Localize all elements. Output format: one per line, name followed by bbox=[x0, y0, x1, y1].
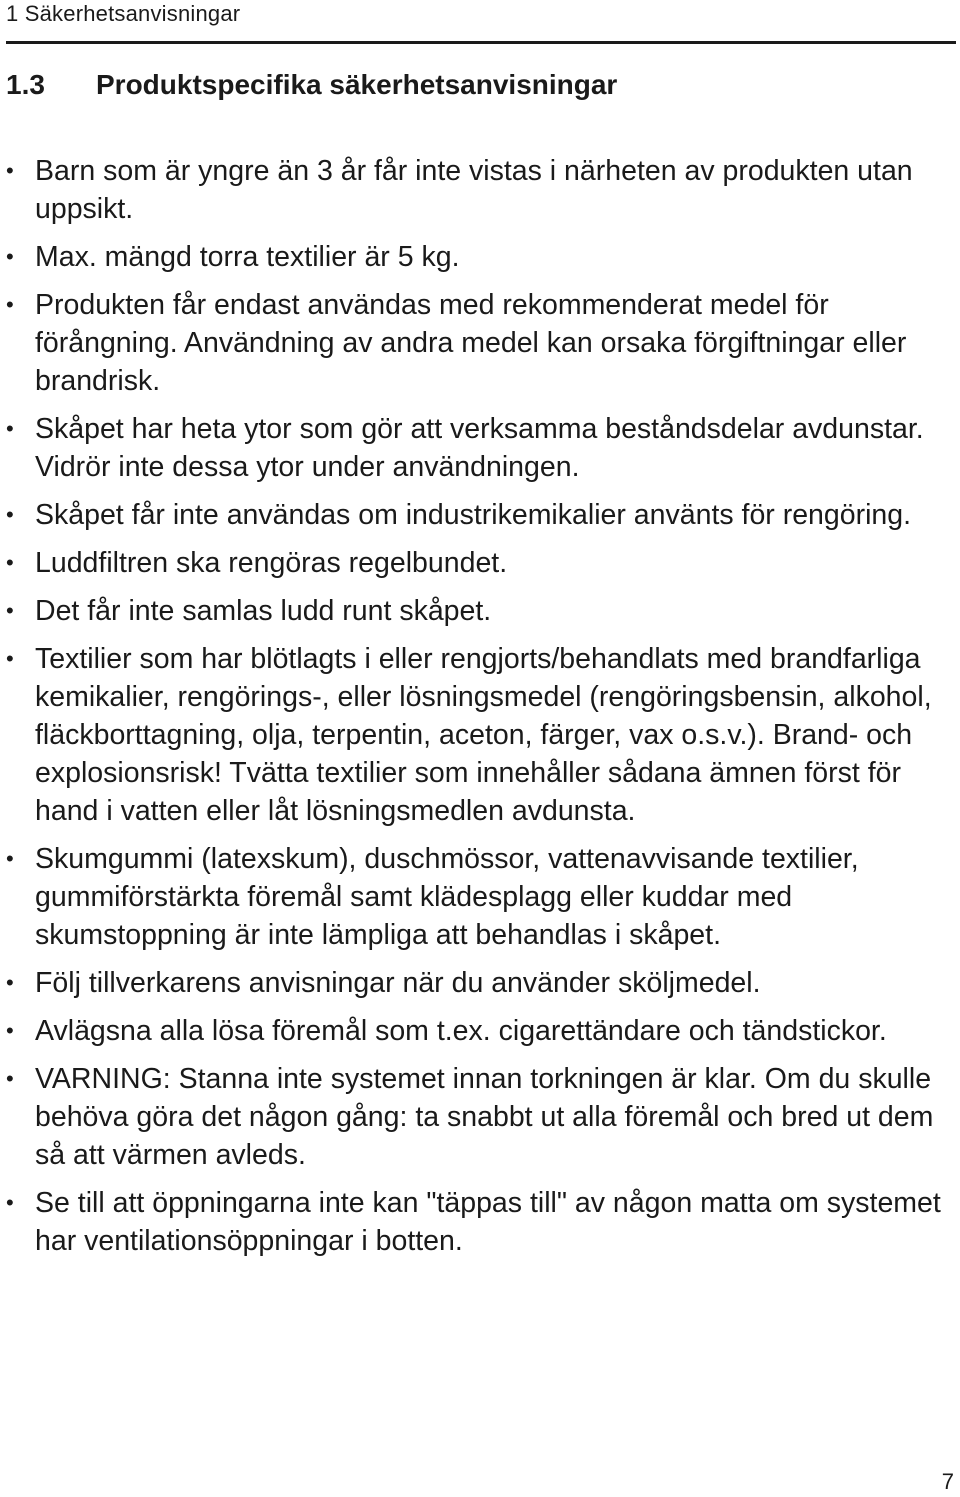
section-number: 1.3 bbox=[6, 69, 45, 100]
list-item bbox=[0, 238, 960, 276]
safety-instruction-list bbox=[0, 142, 960, 1260]
list-item-text: Det får inte samlas ludd runt skåpet. bbox=[35, 595, 492, 627]
bullet-icon: • bbox=[6, 970, 14, 995]
list-item bbox=[0, 410, 960, 486]
list-item bbox=[0, 840, 960, 954]
bullet-icon: • bbox=[6, 598, 14, 623]
list-item-text: Se till att öppningarna inte kan "täppas till" av någon matta om systemet har ventilationsöppningar i botten. bbox=[35, 1187, 941, 1257]
list-item bbox=[0, 964, 960, 1002]
list-item-text: Skåpet får inte användas om industrikemikalier använts för rengöring. bbox=[35, 499, 912, 531]
list-item-text: Luddfiltren ska rengöras regelbundet. bbox=[35, 547, 508, 579]
bullet-icon: • bbox=[6, 416, 14, 441]
list-item bbox=[0, 496, 960, 534]
list-item-text: Max. mängd torra textilier är 5 kg. bbox=[35, 241, 460, 273]
list-item-text: Skumgummi (latexskum), duschmössor, vattenavvisande textilier, gummiförstärkta föremål samt klädesplagg eller kuddar med skumstoppning är inte lämpliga att behandlas i skåpet. bbox=[35, 843, 859, 951]
section-heading bbox=[6, 66, 617, 104]
bullet-icon: • bbox=[6, 550, 14, 575]
running-header: 1 Säkerhetsanvisningar bbox=[6, 1, 241, 26]
bullet-icon: • bbox=[6, 1066, 14, 1091]
list-item bbox=[0, 1012, 960, 1050]
list-item bbox=[0, 640, 960, 830]
bullet-icon: • bbox=[6, 646, 14, 671]
list-item-text: Avlägsna alla lösa föremål som t.ex. cigarettändare och tändstickor. bbox=[35, 1015, 887, 1047]
list-item bbox=[0, 1060, 960, 1174]
page-number: 7 bbox=[941, 1469, 954, 1494]
bullet-icon: • bbox=[6, 846, 14, 871]
bullet-icon: • bbox=[6, 1190, 14, 1215]
list-item-text: Skåpet har heta ytor som gör att verksamma beståndsdelar avdunstar. Vidrör inte dessa ytor under användningen. bbox=[35, 413, 924, 483]
header-rule bbox=[6, 41, 956, 44]
list-item bbox=[0, 544, 960, 582]
list-item-text: VARNING: Stanna inte systemet innan torkningen är klar. Om du skulle behöva göra det någon gång: ta snabbt ut alla föremål och bred ut dem så att värmen avleds. bbox=[35, 1063, 934, 1171]
list-item bbox=[0, 592, 960, 630]
bullet-icon: • bbox=[6, 244, 14, 269]
list-item-text: Textilier som har blötlagts i eller rengjorts/behandlats med brandfarliga kemikalier, rengörings-, eller lösningsmedel (rengöringsbensin, alkohol, fläckborttagning, olja, terpentin, aceton, färger, vax o.s.v.). Brand- och explosionsrisk! Tvätta textilier som innehåller sådana ämnen först för hand i vatten eller låt lösningsmedlen avdunsta. bbox=[35, 643, 932, 827]
section-title: Produktspecifika säkerhetsanvisningar bbox=[96, 69, 618, 100]
bullet-icon: • bbox=[6, 502, 14, 527]
bullet-icon: • bbox=[6, 158, 14, 183]
list-item bbox=[0, 152, 960, 228]
bullet-icon: • bbox=[6, 1018, 14, 1043]
bullet-icon: • bbox=[6, 292, 14, 317]
list-item-text: Följ tillverkarens anvisningar när du använder sköljmedel. bbox=[35, 967, 761, 999]
list-item-text: Produkten får endast användas med rekommenderat medel för förångning. Användning av andra medel kan orsaka förgiftningar eller brandrisk. bbox=[35, 289, 907, 397]
list-item bbox=[0, 286, 960, 400]
list-item bbox=[0, 1184, 960, 1260]
list-item-text: Barn som är yngre än 3 år får inte vistas i närheten av produkten utan uppsikt. bbox=[35, 155, 913, 225]
